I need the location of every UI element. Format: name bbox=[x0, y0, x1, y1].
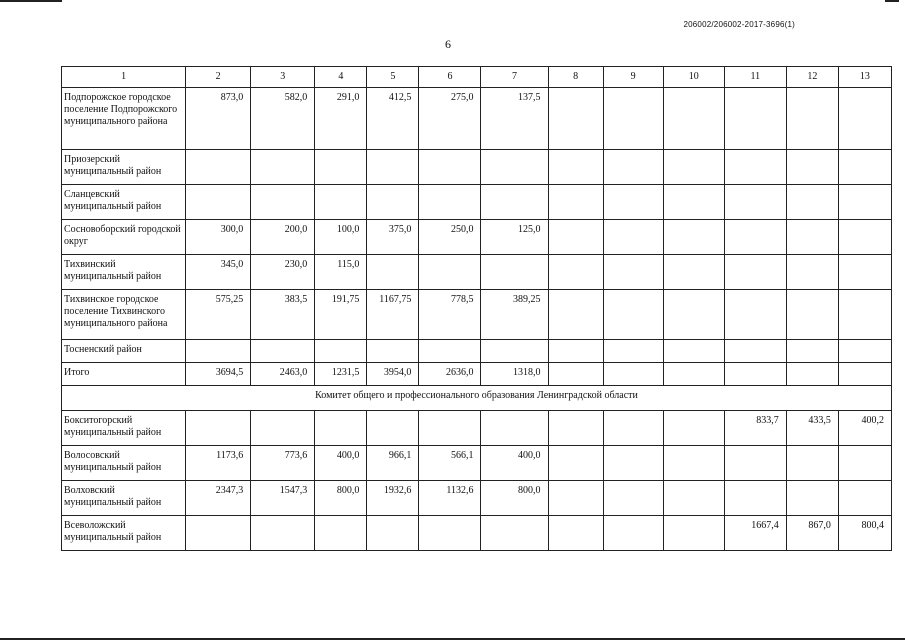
table-cell bbox=[663, 255, 724, 290]
table-cell: 1231,5 bbox=[315, 363, 367, 386]
table-cell bbox=[419, 411, 481, 446]
table-cell bbox=[548, 340, 603, 363]
table-cell bbox=[419, 150, 481, 185]
municipality-name: Приозерский муниципальный район bbox=[62, 150, 186, 185]
table-cell bbox=[786, 481, 838, 516]
table-cell bbox=[786, 446, 838, 481]
table-cell bbox=[186, 340, 251, 363]
table-cell: 191,75 bbox=[315, 290, 367, 340]
scan-edge-line-right bbox=[885, 0, 899, 2]
table-header-row bbox=[62, 67, 892, 88]
table-cell bbox=[603, 363, 663, 386]
municipality-name: Всеволожский муниципальный район bbox=[62, 516, 186, 551]
table-cell: 3954,0 bbox=[367, 363, 419, 386]
table-cell bbox=[838, 340, 891, 363]
table-cell bbox=[838, 446, 891, 481]
municipality-name: Волховский муниципальный район bbox=[62, 481, 186, 516]
table-cell bbox=[663, 340, 724, 363]
table-cell bbox=[186, 516, 251, 551]
table-cell bbox=[663, 220, 724, 255]
table-cell: 200,0 bbox=[251, 220, 315, 255]
table-cell bbox=[548, 185, 603, 220]
table-cell bbox=[724, 88, 786, 150]
section-title: Комитет общего и профессионального образования Ленинградской области bbox=[62, 386, 892, 411]
table-cell: 2463,0 bbox=[251, 363, 315, 386]
table-cell bbox=[481, 340, 548, 363]
document-id: 206002/206002-2017-3696(1) bbox=[683, 20, 795, 29]
table-cell: 778,5 bbox=[419, 290, 481, 340]
table-cell bbox=[838, 185, 891, 220]
table-cell bbox=[481, 185, 548, 220]
table-cell bbox=[603, 150, 663, 185]
table-row bbox=[62, 220, 892, 255]
table-cell bbox=[367, 411, 419, 446]
column-header: 12 bbox=[786, 67, 838, 88]
table-cell: 1167,75 bbox=[367, 290, 419, 340]
table-cell: 800,0 bbox=[315, 481, 367, 516]
table-cell: 275,0 bbox=[419, 88, 481, 150]
table-cell: 575,25 bbox=[186, 290, 251, 340]
table-cell bbox=[548, 411, 603, 446]
table-cell bbox=[663, 446, 724, 481]
table-row bbox=[62, 516, 892, 551]
table-cell: 867,0 bbox=[786, 516, 838, 551]
column-header: 7 bbox=[481, 67, 548, 88]
table-cell bbox=[481, 516, 548, 551]
column-header: 13 bbox=[838, 67, 891, 88]
table-cell bbox=[724, 220, 786, 255]
table-cell: 400,0 bbox=[481, 446, 548, 481]
table-cell bbox=[838, 255, 891, 290]
table-cell bbox=[481, 150, 548, 185]
column-header: 1 bbox=[62, 67, 186, 88]
table-cell: 2347,3 bbox=[186, 481, 251, 516]
table-cell bbox=[419, 340, 481, 363]
municipality-name: Итого bbox=[62, 363, 186, 386]
table-cell bbox=[251, 516, 315, 551]
table-cell: 873,0 bbox=[186, 88, 251, 150]
table-cell: 412,5 bbox=[367, 88, 419, 150]
table-cell bbox=[838, 150, 891, 185]
table-cell bbox=[603, 290, 663, 340]
table-cell bbox=[548, 363, 603, 386]
table-row bbox=[62, 150, 892, 185]
table-cell: 125,0 bbox=[481, 220, 548, 255]
table-cell bbox=[786, 290, 838, 340]
table-cell bbox=[419, 255, 481, 290]
table-cell bbox=[724, 340, 786, 363]
table-cell bbox=[603, 185, 663, 220]
table-cell: 433,5 bbox=[786, 411, 838, 446]
table-cell bbox=[603, 88, 663, 150]
table-cell: 800,0 bbox=[481, 481, 548, 516]
table-cell bbox=[663, 88, 724, 150]
table-row bbox=[62, 255, 892, 290]
table-cell bbox=[548, 290, 603, 340]
table-cell bbox=[603, 411, 663, 446]
table-cell: 2636,0 bbox=[419, 363, 481, 386]
table-cell bbox=[315, 185, 367, 220]
table-cell bbox=[838, 220, 891, 255]
table-cell bbox=[251, 411, 315, 446]
table-cell bbox=[315, 411, 367, 446]
table-cell bbox=[603, 255, 663, 290]
municipality-name: Волосовский муниципальный район bbox=[62, 446, 186, 481]
municipality-name: Тосненский район bbox=[62, 340, 186, 363]
table-cell bbox=[838, 290, 891, 340]
table-cell bbox=[603, 516, 663, 551]
table-cell bbox=[786, 255, 838, 290]
table-cell bbox=[548, 88, 603, 150]
table-cell: 966,1 bbox=[367, 446, 419, 481]
table-cell bbox=[419, 516, 481, 551]
table-cell: 1173,6 bbox=[186, 446, 251, 481]
table-row bbox=[62, 88, 892, 150]
table-cell: 250,0 bbox=[419, 220, 481, 255]
table-cell bbox=[548, 255, 603, 290]
table-cell: 400,0 bbox=[315, 446, 367, 481]
table-cell bbox=[603, 340, 663, 363]
table-cell bbox=[367, 150, 419, 185]
table-cell bbox=[548, 446, 603, 481]
table-row bbox=[62, 363, 892, 386]
table-cell bbox=[724, 481, 786, 516]
table-cell bbox=[186, 185, 251, 220]
table-cell bbox=[663, 516, 724, 551]
table-cell bbox=[251, 340, 315, 363]
table-cell bbox=[786, 88, 838, 150]
table-cell bbox=[786, 150, 838, 185]
table-cell bbox=[315, 150, 367, 185]
column-header: 3 bbox=[251, 67, 315, 88]
table-cell bbox=[186, 411, 251, 446]
table-cell bbox=[724, 290, 786, 340]
table-cell bbox=[367, 255, 419, 290]
table-cell: 773,6 bbox=[251, 446, 315, 481]
table-cell bbox=[548, 516, 603, 551]
budget-table bbox=[61, 66, 892, 551]
table-cell bbox=[663, 411, 724, 446]
table-cell bbox=[367, 185, 419, 220]
table-cell bbox=[663, 363, 724, 386]
page-number: 6 bbox=[445, 37, 451, 51]
scan-edge-line-left bbox=[0, 0, 62, 2]
column-header: 4 bbox=[315, 67, 367, 88]
municipality-name: Сланцевский муниципальный район bbox=[62, 185, 186, 220]
municipality-name: Сосновоборский городской округ bbox=[62, 220, 186, 255]
column-header: 5 bbox=[367, 67, 419, 88]
table-cell: 1132,6 bbox=[419, 481, 481, 516]
municipality-name: Тихвинский муниципальный район bbox=[62, 255, 186, 290]
table-cell: 115,0 bbox=[315, 255, 367, 290]
column-header: 11 bbox=[724, 67, 786, 88]
table-cell: 100,0 bbox=[315, 220, 367, 255]
table-cell bbox=[663, 290, 724, 340]
table-cell bbox=[663, 150, 724, 185]
table-cell bbox=[603, 481, 663, 516]
table-row bbox=[62, 481, 892, 516]
table-row bbox=[62, 290, 892, 340]
column-header: 8 bbox=[548, 67, 603, 88]
table-cell bbox=[786, 340, 838, 363]
table-cell: 389,25 bbox=[481, 290, 548, 340]
table-cell: 1932,6 bbox=[367, 481, 419, 516]
table-cell bbox=[838, 88, 891, 150]
table-cell: 400,2 bbox=[838, 411, 891, 446]
table-cell bbox=[481, 255, 548, 290]
table-cell bbox=[315, 516, 367, 551]
table-cell bbox=[603, 446, 663, 481]
table-cell bbox=[548, 220, 603, 255]
table-cell bbox=[724, 255, 786, 290]
table-cell bbox=[367, 340, 419, 363]
table-cell bbox=[315, 340, 367, 363]
table-cell: 291,0 bbox=[315, 88, 367, 150]
column-header: 6 bbox=[419, 67, 481, 88]
table-cell bbox=[724, 185, 786, 220]
table-cell: 137,5 bbox=[481, 88, 548, 150]
table-cell: 300,0 bbox=[186, 220, 251, 255]
table-cell bbox=[548, 481, 603, 516]
table-cell: 833,7 bbox=[724, 411, 786, 446]
column-header: 9 bbox=[603, 67, 663, 88]
column-header: 2 bbox=[186, 67, 251, 88]
table-cell: 1318,0 bbox=[481, 363, 548, 386]
table-cell bbox=[251, 185, 315, 220]
table-cell: 345,0 bbox=[186, 255, 251, 290]
table-cell: 582,0 bbox=[251, 88, 315, 150]
table-cell bbox=[603, 220, 663, 255]
table-row bbox=[62, 411, 892, 446]
table-cell bbox=[663, 185, 724, 220]
table-cell bbox=[786, 185, 838, 220]
table-cell bbox=[663, 481, 724, 516]
table-cell: 383,5 bbox=[251, 290, 315, 340]
table-cell: 800,4 bbox=[838, 516, 891, 551]
municipality-name: Бокситогорский муниципальный район bbox=[62, 411, 186, 446]
table-cell bbox=[548, 150, 603, 185]
table-cell: 1667,4 bbox=[724, 516, 786, 551]
table-cell: 375,0 bbox=[367, 220, 419, 255]
table-row bbox=[62, 446, 892, 481]
table-cell: 230,0 bbox=[251, 255, 315, 290]
table-row bbox=[62, 340, 892, 363]
table-cell bbox=[786, 220, 838, 255]
table-cell bbox=[419, 185, 481, 220]
table-cell bbox=[724, 150, 786, 185]
table-cell bbox=[838, 363, 891, 386]
table-cell bbox=[724, 446, 786, 481]
table-cell bbox=[251, 150, 315, 185]
table-cell bbox=[838, 481, 891, 516]
table-cell: 1547,3 bbox=[251, 481, 315, 516]
municipality-name: Тихвинское городское поселение Тихвинского муниципального района bbox=[62, 290, 186, 340]
table-cell: 566,1 bbox=[419, 446, 481, 481]
table-cell: 3694,5 bbox=[186, 363, 251, 386]
municipality-name: Подпорожское городское поселение Подпорожского муниципального района bbox=[62, 88, 186, 150]
section-row bbox=[62, 386, 892, 411]
table-cell bbox=[786, 363, 838, 386]
column-header: 10 bbox=[663, 67, 724, 88]
table-cell bbox=[481, 411, 548, 446]
table-cell bbox=[367, 516, 419, 551]
table-row bbox=[62, 185, 892, 220]
table-cell bbox=[724, 363, 786, 386]
table-cell bbox=[186, 150, 251, 185]
